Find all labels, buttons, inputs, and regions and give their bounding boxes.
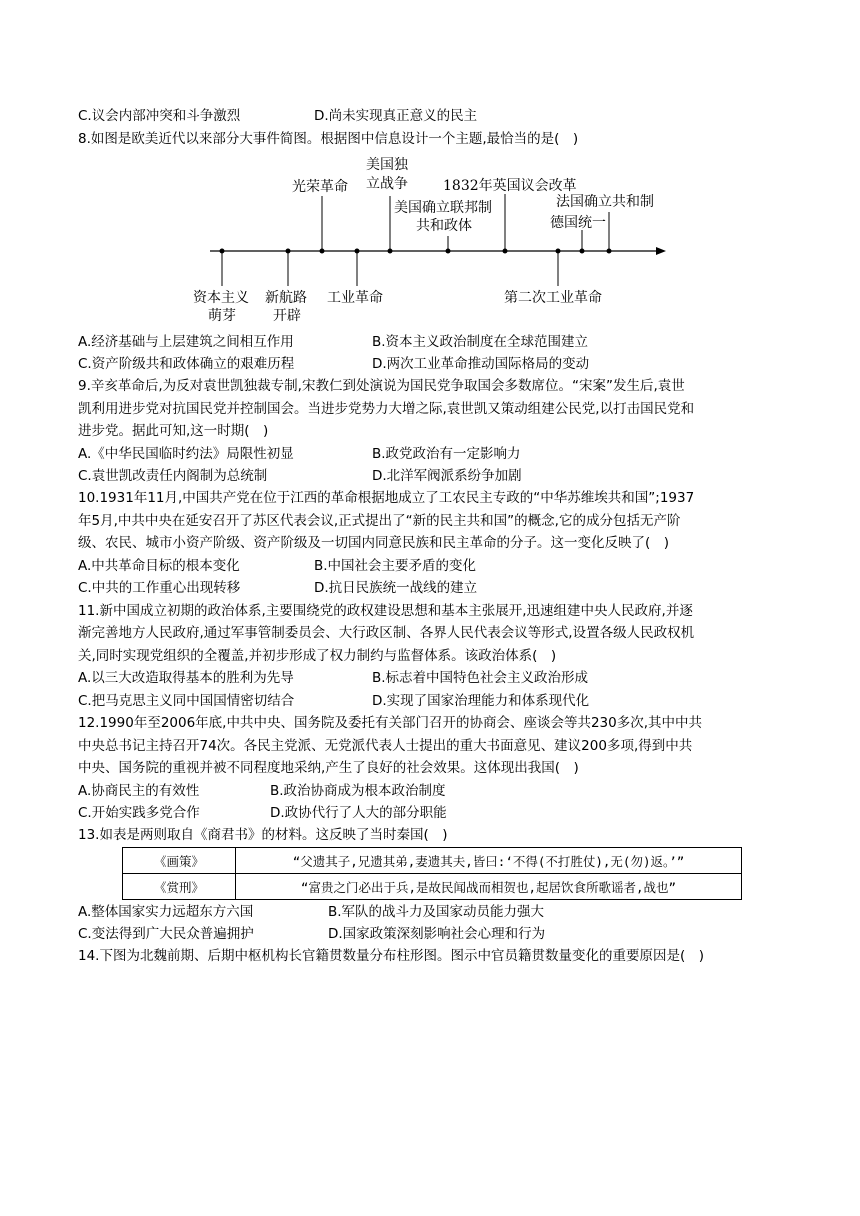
q7-option-c: C.议会内部冲突和斗争激烈 — [78, 108, 241, 124]
q13-stem: 13.如表是两则取自《商君书》的材料。这反映了当时秦国( ) — [78, 827, 448, 843]
q10-stem-line1: 10.1931年11月,中国共产党在位于江西的革命根据地成立了工农民主专政的“中华苏维埃共和国”;1937 — [78, 490, 695, 506]
label-german-unification: 德国统一 — [550, 215, 606, 231]
q13-option-b: B.军队的战斗力及国家动员能力强大 — [328, 904, 545, 920]
q10-stem-line2: 年5月,中共中央在延安召开了苏区代表会议,正式提出了“新的民主共和国”的概念,它的成分包括无产阶 — [78, 513, 681, 529]
q12-stem-line1: 12.1990年至2006年底,中共中央、国务院及委托有关部门召开的协商会、座谈会等共230多次,其中中共 — [78, 715, 703, 731]
q10-option-c: C.中共的工作重心出现转移 — [78, 580, 241, 596]
q12-option-d: D.政协代行了人大的部分职能 — [270, 805, 447, 821]
q9-option-b: B.政党政治有一定影响力 — [372, 446, 521, 462]
q9-option-a: A.《中华民国临时约法》局限性初显 — [78, 446, 294, 462]
table-row — [123, 848, 742, 874]
q11-stem-line3: 关,同时实现党组织的全覆盖,并初步形成了权力制约与监督体系。该政治体系( ) — [78, 648, 557, 664]
label-glorious-revolution: 光荣革命 — [292, 179, 348, 195]
table-quote-cell: “父遗其子,兄遗其弟,妻遗其夫,皆曰:‘不得(不打胜仗),无(勿)返。’” — [236, 848, 742, 874]
q13-quote-table — [122, 847, 742, 900]
q11-option-a: A.以三大改造取得基本的胜利为先导 — [78, 670, 294, 686]
q13-option-c: C.变法得到广大民众普遍拥护 — [78, 926, 254, 942]
table-quote-cell: “富贵之门必出于兵,是故民闻战而相贺也,起居饮食所歌谣者,战也” — [236, 874, 742, 900]
q10-option-a: A.中共革命目标的根本变化 — [78, 558, 240, 574]
q8-option-a: A.经济基础与上层建筑之间相互作用 — [78, 334, 294, 350]
q14-stem: 14.下图为北魏前期、后期中枢机构长官籍贯数量分布柱形图。图示中官员籍贯数量变化的重要原因是( ) — [78, 948, 705, 964]
q9-stem-line2: 凯利用进步党对抗国民党并控制国会。当进步党势力大增之际,袁世凯又策动组建公民党,以打击国民党和 — [78, 401, 695, 417]
label-new-route-1: 新航路 — [265, 290, 307, 306]
label-new-route-2: 开辟 — [273, 308, 301, 324]
label-france-republic: 法国确立共和制 — [556, 194, 654, 210]
q8-option-c: C.资产阶级共和政体确立的艰难历程 — [78, 356, 295, 372]
table-row — [123, 874, 742, 900]
q9-stem-line1: 9.辛亥革命后,为反对袁世凯独裁专制,宋教仁到处演说为国民党争取国会多数席位。“宋案”发生后,袁世 — [78, 378, 685, 394]
q9-stem-line3: 进步党。据此可知,这一时期( ) — [78, 423, 269, 439]
q8-option-d: D.两次工业革命推动国际格局的变动 — [372, 356, 590, 372]
label-industrial-revolution: 工业革命 — [327, 290, 383, 306]
q13-option-d: D.国家政策深刻影响社会心理和行为 — [328, 926, 546, 942]
q11-option-b: B.标志着中国特色社会主义政治形成 — [372, 670, 589, 686]
q12-option-b: B.政治协商成为根本政治制度 — [270, 783, 446, 799]
label-us-federal-1: 美国确立联邦制 — [394, 200, 492, 216]
label-capitalism-2: 萌芽 — [208, 308, 236, 324]
q12-stem-line2: 中央总书记主持召开74次。各民主党派、无党派代表人士提出的重大书面意见、建议200多项,得到中共 — [78, 738, 693, 754]
q10-option-b: B.中国社会主要矛盾的变化 — [314, 558, 477, 574]
q13-option-a: A.整体国家实力远超东方六国 — [78, 904, 254, 920]
label-capitalism-1: 资本主义 — [193, 290, 249, 306]
q11-stem-line2: 渐完善地方人民政府,通过军事管制委员会、大行政区制、各界人民代表会议等形式,设置各级人民政权机 — [78, 625, 695, 641]
q11-option-c: C.把马克思主义同中国国情密切结合 — [78, 693, 295, 709]
q8-option-b: B.资本主义政治制度在全球范围建立 — [372, 334, 589, 350]
q12-stem-line3: 中央、国务院的重视并被不同程度地采纳,产生了良好的社会效果。这体现出我国( ) — [78, 760, 579, 776]
q8-stem: 8.如图是欧美近代以来部分大事件简图。根据图中信息设计一个主题,最恰当的是( ) — [78, 131, 579, 147]
table-source-cell: 《画策》 — [123, 848, 236, 874]
q12-option-a: A.协商民主的有效性 — [78, 783, 200, 799]
q10-option-d: D.抗日民族统一战线的建立 — [314, 580, 478, 596]
q9-option-c: C.袁世凯改责任内阁制为总统制 — [78, 468, 268, 484]
q7-option-d: D.尚未实现真正意义的民主 — [314, 108, 478, 124]
label-us-federal-2: 共和政体 — [416, 218, 472, 234]
table-source-cell: 《赏刑》 — [123, 874, 236, 900]
q12-option-c: C.开始实践多党合作 — [78, 805, 200, 821]
q10-stem-line3: 级、农民、城市小资产阶级、资产阶级及一切国内同意民族和民主革命的分子。这一变化反映了( ) — [78, 535, 670, 551]
q11-option-d: D.实现了国家治理能力和体系现代化 — [372, 693, 590, 709]
timeline-axis — [0, 0, 860, 330]
label-american-independence-1: 美国独 — [366, 157, 408, 173]
q11-stem-line1: 11.新中国成立初期的政治体系,主要围绕党的政权建设思想和基本主张展开,迅速组建中央人民政府,并逐 — [78, 603, 693, 619]
label-second-industrial-revolution: 第二次工业革命 — [504, 290, 602, 306]
q9-option-d: D.北洋军阀派系纷争加剧 — [372, 468, 522, 484]
label-american-independence-2: 立战争 — [366, 176, 408, 192]
label-reform-1832: 1832年英国议会改革 — [443, 178, 577, 194]
